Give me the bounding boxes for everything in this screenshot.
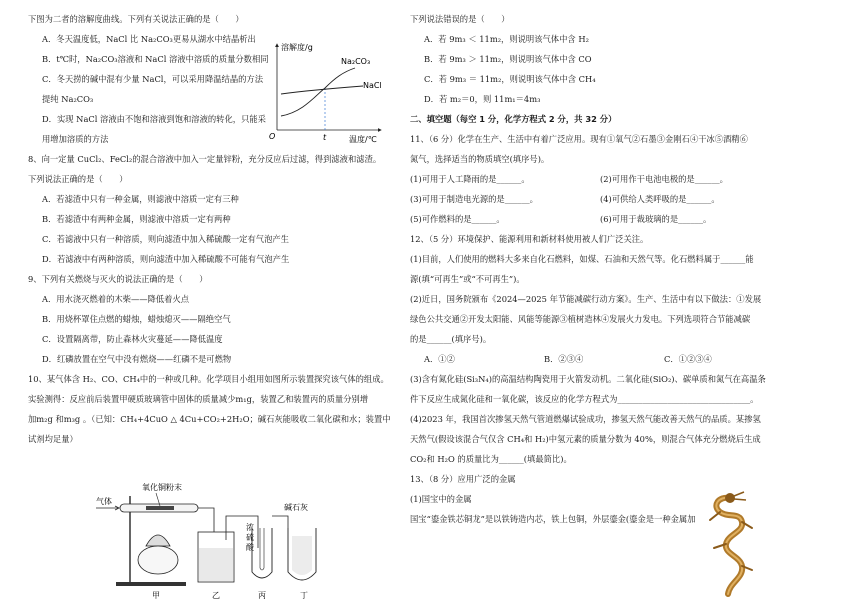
series-na2co3-label: Na₂CO₃: [341, 57, 371, 66]
q7-option-d: D．实现 NaCl 溶液由不饱和溶液到饱和溶液的转化，只能采: [42, 114, 266, 125]
q11-item-4: (4)可供给人类呼吸的是______。: [600, 194, 720, 205]
q11-row-3: [410, 210, 840, 230]
q11-item-3: (3)可用于制造电光源的是______。: [410, 194, 538, 205]
gilded-dragon-image: [700, 490, 760, 602]
right-column: [410, 10, 840, 530]
q8-option-c: C．若滤液中只有一种溶质，则向滤渣中加入稀硫酸一定有气泡产生: [42, 234, 289, 245]
q7-option-d-cont: 用增加溶质的方法: [42, 134, 109, 145]
q12-line-7: (3)含有氮化硅(Si₃N₄)的高温结构陶瓷用于火箭发动机。二氧化硅(SiO₂)、碳单质和氮气在高温条: [410, 374, 766, 385]
alcohol-lamp-flame: [146, 535, 170, 546]
q12-line-9: (4)2023 年，我国首次掺氢天然气管道燃爆试验成功，掺氢天然气能改善天然气的品质。某掺氢: [410, 414, 761, 425]
label-jia: 甲: [152, 591, 160, 600]
acid-label-2: 硫: [246, 533, 254, 542]
q12-option-a: A．①②: [424, 354, 455, 365]
x-axis-label: 温度/℃: [349, 135, 377, 144]
iron-stand-base: [116, 582, 186, 586]
q7-option-b: B．t℃时，Na₂CO₃溶液和 NaCl 溶液中溶质的质量分数相同: [42, 54, 269, 65]
section-2-heading: 二、填空题（每空 1 分，化学方程式 2 分，共 32 分）: [410, 114, 617, 125]
q12-option-b: B．②③④: [544, 354, 584, 365]
solubility-chart: [263, 38, 385, 146]
q7-option-c-cont: 提纯 Na₂CO₃: [42, 94, 94, 105]
q12-line-11: CO₂和 H₂O 的质量比为______(填最简比)。: [410, 454, 572, 465]
q7-option-c: C．冬天捞的碱中混有少量 NaCl，可以采用降温结晶的方法: [42, 74, 264, 85]
q7-stem: 下图为二者的溶解度曲线。下列有关说法正确的是（ ）: [28, 14, 244, 25]
q8-option-b: B．若滤渣中有两种金属，则滤液中溶质一定有两种: [42, 214, 231, 225]
q12-line-3: 源(填“可再生”或“不可再生”)。: [410, 274, 525, 285]
apparatus-diagram: [38, 476, 368, 600]
label-bing: 丙: [258, 591, 266, 600]
q12-line-2: (1)目前，人们使用的燃料大多来自化石燃料，如煤、石油和天然气等。化石燃料属于______能: [410, 254, 754, 265]
q13-line-1: 13、（8 分）应用广泛的金属: [410, 474, 516, 485]
q9-option-b: B．用烧杯罩住点燃的蜡烛，蜡烛熄灭——隔绝空气: [42, 314, 231, 325]
q12-line-10: 天然气(假设该混合气仅含 CH₄和 H₂)中氢元素的质量分数为 40%，则混合气体充分燃烧后生成: [410, 434, 761, 445]
label-yi: 乙: [212, 591, 220, 600]
q10-option-b: B．若 9m₃ ＞ 11m₂，则说明该气体中含 CO: [424, 54, 592, 65]
q10-option-c: C．若 9m₃ ＝ 11m₂，则说明该气体中含 CH₄: [424, 74, 596, 85]
dragon-head: [725, 493, 735, 503]
q12-option-c: C．①②③④: [664, 354, 712, 365]
q10-option-d: D．若 m₂＝0，则 11m₁＝4m₃: [424, 94, 541, 105]
y-axis-label: 溶解度/g: [281, 43, 313, 52]
copper-oxide-label: 氧化铜粉末: [142, 483, 182, 492]
series-nacl-label: NaCl: [363, 81, 382, 90]
copper-oxide-powder: [146, 506, 174, 510]
soda-lime-label: 碱石灰: [284, 503, 308, 512]
conc-sulfuric-acid: [199, 548, 233, 581]
gas-inlet-label: 气体: [96, 497, 112, 506]
q10-line-2: 实验测得：反应前后装置甲硬质玻璃管中固体的质量减少m₁g，装置乙和装置丙的质量分别增: [28, 394, 369, 405]
q12-line-8: 件下反应生成氮化硅和一氧化碳，该反应的化学方程式为________________________________。: [410, 394, 759, 405]
q13-line-2: (1)国宝中的金属: [410, 494, 472, 505]
q12-line-6: 的是______(填序号)。: [410, 334, 492, 345]
q13-line-3: 国宝“鎏金铁芯铜龙”是以铁铸造内芯，铁上包铜，外层鎏金(鎏金是一种金属加: [410, 514, 696, 525]
q10-question: 下列说法错误的是（ ）: [410, 14, 510, 25]
q11-item-1: (1)可用于人工降雨的是______。: [410, 174, 530, 185]
series-na2co3-curve: [281, 68, 355, 116]
q10-line-4: 试剂均足量）: [28, 434, 78, 445]
q11-line-1: 11、（6 分）化学在生产、生活中有着广泛应用。现有①氧气②石墨③金刚石④干冰⑤酒精⑥: [410, 134, 748, 145]
acid-label-1: 浓: [246, 523, 254, 532]
label-ding: 丁: [300, 591, 308, 600]
dragon-legs: [710, 512, 752, 570]
q11-row-1: [410, 170, 840, 190]
u-tube-bing: [252, 528, 272, 578]
q11-item-6: (6)可用于裁玻璃的是______。: [600, 214, 712, 225]
q10-line-1: 10、某气体含 H₂、CO、CH₄中的一种或几种。化学项目小组用如图所示装置探究该气体的组成。: [28, 374, 389, 385]
q12-line-4: (2)近日，国务院颁布《2024—2025 年节能减碳行动方案》。生产、生活中有以下做法：①发展: [410, 294, 762, 305]
q10-line-3: 加m₂g 和m₃g 。（已知：CH₄+4CuO △ 4Cu+CO₂+2H₂O；碱石灰能吸收二氧化碳和水；装置中: [28, 414, 391, 425]
q11-item-5: (5)可作燃料的是______。: [410, 214, 505, 225]
q9-option-c: C．设置隔离带，防止森林火灾蔓延——降低温度: [42, 334, 223, 345]
q8-stem-cont: 下列说法正确的是（ ）: [28, 174, 128, 185]
t-tick-label: t: [323, 133, 327, 142]
q9-option-a: A．用水浇灭燃着的木柴——降低着火点: [42, 294, 190, 305]
acid-label-3: 酸: [246, 543, 254, 552]
q12-line-5: 绿色公共交通②开发太阳能、风能等能源③植树造林④发展火力发电。下列选项符合节能减碳: [410, 314, 751, 325]
q11-row-2: [410, 190, 840, 210]
q11-item-2: (2)可用作干电池电极的是______。: [600, 174, 728, 185]
q8-option-d: D．若滤液中有两种溶质，则向滤渣中加入稀硫酸不可能有气泡产生: [42, 254, 290, 265]
q10-option-a: A．若 9m₃ ＜ 11m₂，则说明该气体中含 H₂: [424, 34, 589, 45]
q8-option-a: A．若滤渣中只有一种金属，则滤液中溶质一定有三种: [42, 194, 239, 205]
q12-options: [410, 350, 840, 370]
q9-option-d: D．红磷放置在空气中没有燃烧——红磷不是可燃物: [42, 354, 232, 365]
alcohol-lamp: [138, 546, 178, 574]
q12-line-1: 12、（5 分）环境保护、能源利用和新材料使用被人们广泛关注。: [410, 234, 649, 245]
q9-stem: 9、下列有关燃烧与灭火的说法正确的是（ ）: [28, 274, 208, 285]
q7-option-a: A．冬天温度低，NaCl 比 Na₂CO₃更易从湖水中结晶析出: [42, 34, 256, 45]
q8-stem: 8、向一定量 CuCl₂、FeCl₂的混合溶液中加入一定量锌粉，充分反应后过滤，得到滤液和滤渣。: [28, 154, 382, 165]
origin-label: O: [269, 132, 276, 141]
q11-line-2: 氮气，选择适当的物质填空(填序号)。: [410, 154, 550, 165]
